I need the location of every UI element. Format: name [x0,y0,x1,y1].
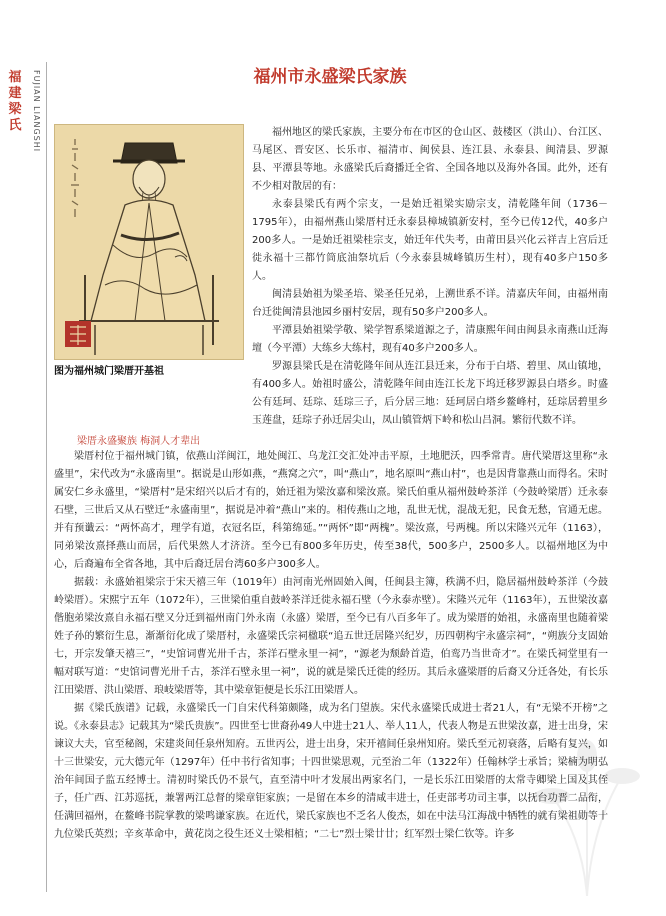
paragraph: 梁厝村位于福州城门镇，依燕山洋闽江，地处闽江、乌龙江交汇处冲击平原，土地肥沃，四季常青。唐代梁厝这里称“永盛里”，宋代改为“永盛南里”。据说是山形如燕，“燕窝之穴”，叫“燕山”，地名原叫“燕山村”，也是因背靠燕山而得名。宋时属安仁乡永盛里，“梁厝村”是宋绍兴以后才有的，始迁祖为梁汝嘉和梁汝熹。梁氏伯重从福州鼓岭茶洋（今鼓岭梁厝）迁永泰石壁，三世后又从石壁迁“永盛南里”，据说是冲着“燕山”来的。相传燕山之地，乱世无忧，混战无犯，民食无愁，官通无虑。并有预谶云：“两怀高才，理学有道，衣冠名臣，科第绵延。”“两怀”即“两槐”。梁汝熹，号两槐。所以宋隆兴元年（1163），同弟梁汝熹择燕山而居，后代果然人才济济。至今已有800多年历史，传至38代，500多户，2500多人。以福州地区为中心，后裔遍布全省各地，其中后裔迁居台湾60多户300多人。 [54,451,608,570]
side-vertical-title: 福建梁氏 [8,70,22,133]
section-subheading: 梁厝永盛聚族 梅洞人才辈出 [77,436,201,447]
paragraph: 罗源县梁氏是在清乾隆年间从连江县迁来，分布于白塔、碧里、凤山镇地，有400多人。始祖时盛公，清乾隆年间由连江长龙下坞迁移罗源县白塔乡。时盛公有廷珂、廷琮、廷琮三子，后分居三地：廷珂居白塔乡鳌峰村，廷琮居碧里乡玉莲盘，廷琮子孙迁居尖山，凤山镇管炳下岭和松山吕洞。繁衍代数不详。 [252,361,608,426]
inscription-marks [71,139,79,217]
paragraph: 据载：永盛始祖梁宗于宋天禧三年（1019年）由河南光州固始入闽，任闽县主簿，秩满不归，隐居福州鼓岭茶洋（今鼓岭梁厝）。宋熙宁五年（1072年），三世梁伯重自鼓岭茶洋迁徙永福石壁（今永泰赤壁）。宋隆兴元年（1163年），五世梁汝嘉偕胞弟梁汝熹自永福石壁又分迁到福州南门外永南（永盛）梁厝，至今已有八百多年了。成为梁厝的始祖，永盛南里也随着梁姓子孙的繁衍生息，渐渐衍化成了梁厝村，永盛梁氏宗祠楹联“追五世迁居隆兴纪岁，历四朝构宇永盛宗祠”，“朔族分支固始七，开宗发肇天禧三”，“史馆词曹光卅千古，茶洋石壁永里一祠”，“源老为颓龄首造，伯鸾乃当世奇才”。在梁氏祠堂里有一幅对联写道：“史馆词曹光卅千古，茶洋石壁永里一祠”，说的就是梁氏迁徙的经历。其后永盛梁厝的后裔又分迁各处，有长乐江田梁厝、洪山梁厝、琅岐梁厝等，其中梁章钜便是长乐江田梁厝人。 [54,577,608,696]
paragraph: 据《梁氏族谱》记载，永盛梁氏一门自宋代科第颇隆，成为名门望族。宋代永盛梁氏成进士者21人，有“无梁不开榜”之说。《永泰县志》记载其为“梁氏贵族”。四世至七世裔孙49人中进士21人、举人11人，代表人物是五世梁汝嘉，进士出身，宋谏议大夫，官至秘阁，宋建炎间任泉州知府。五世丙公，进士出身，宋开禧间任泉州知府。梁氏至元初衰落，后略有复兴，如十三世梁安，元大德元年（1297年）任中书行省知事；十四世梁思观，元至治二年（1322年）任翰林学士承旨；梁楠为明弘治年间国子监五经博士。清初时梁氏仍不景气，直至清中叶才发展出两家名门，一是长乐江田梁厝的太常寺卿梁上国及其侄子，任广西、江苏巡抚，兼署两江总督的梁章钜家族；一是留在本乡的清咸丰进士，任吏部考功司主事，以抚台功晋二品衔，任满回福州，在鳌峰书院掌教的梁鸣谦家族。在近代，梁氏家族也不乏名人俊杰，如在中法马江海战中牺牲的就有梁祖勋等十九位梁氏英烈；辛亥革命中，黄花岗之役生还义士梁相植；“二七”烈士梁廿廿；红军烈士梁仁钦等。许多 [54,703,608,840]
page-title: 福州市永盛梁氏家族 [253,67,407,87]
ancestor-portrait-illustration [54,124,244,360]
paragraph: 闽清县始祖为梁圣培、梁圣任兄弟，上溯世系不详。清嘉庆年间，由福州南台迁徙闽清县池园乡丽村安居，现有50多户200多人。 [252,289,608,318]
paragraph: 永泰县梁氏有两个宗支，一是始迁祖梁实励宗支，清乾隆年间（1736－1795年），由福州燕山梁厝村迁永泰县樟城镇新安村，至今已传12代，40多户200多人。一是始迁祖梁桂宗支，始迁年代失考，由莆田县兴化云祥吉上宫后迁徙永福十三都竹筒底油祭坑后（今永泰县城峰镇历生村），现有40多户150多人。 [252,199,608,282]
paragraph: 平潭县始祖梁学敬、梁学智系梁道源之子，清康熙年间由闽县永南燕山迁海壇（今平潭）大练乡大练村，现有40多户200多人。 [252,325,608,354]
side-vertical-pinyin: FUJIAN LIANGSHI [32,70,41,153]
decorative-plant-watermark [512,736,662,896]
section1-column [252,124,608,430]
portrait-drawing [55,125,243,359]
side-divider [46,62,47,892]
paragraph: 福州地区的梁氏家族，主要分布在市区的仓山区、鼓楼区（洪山）、台江区、马尾区、晋安区、长乐市、福清市、闽侯县、连江县、永泰县、闽清县、罗源县、平潭县等地。永盛梁氏后裔播迁全省、全国各地以及海外各国。此外，还有不少相对散居的有： [252,127,608,192]
figure-caption: 图为福州城门梁厝开基祖 [54,366,164,377]
